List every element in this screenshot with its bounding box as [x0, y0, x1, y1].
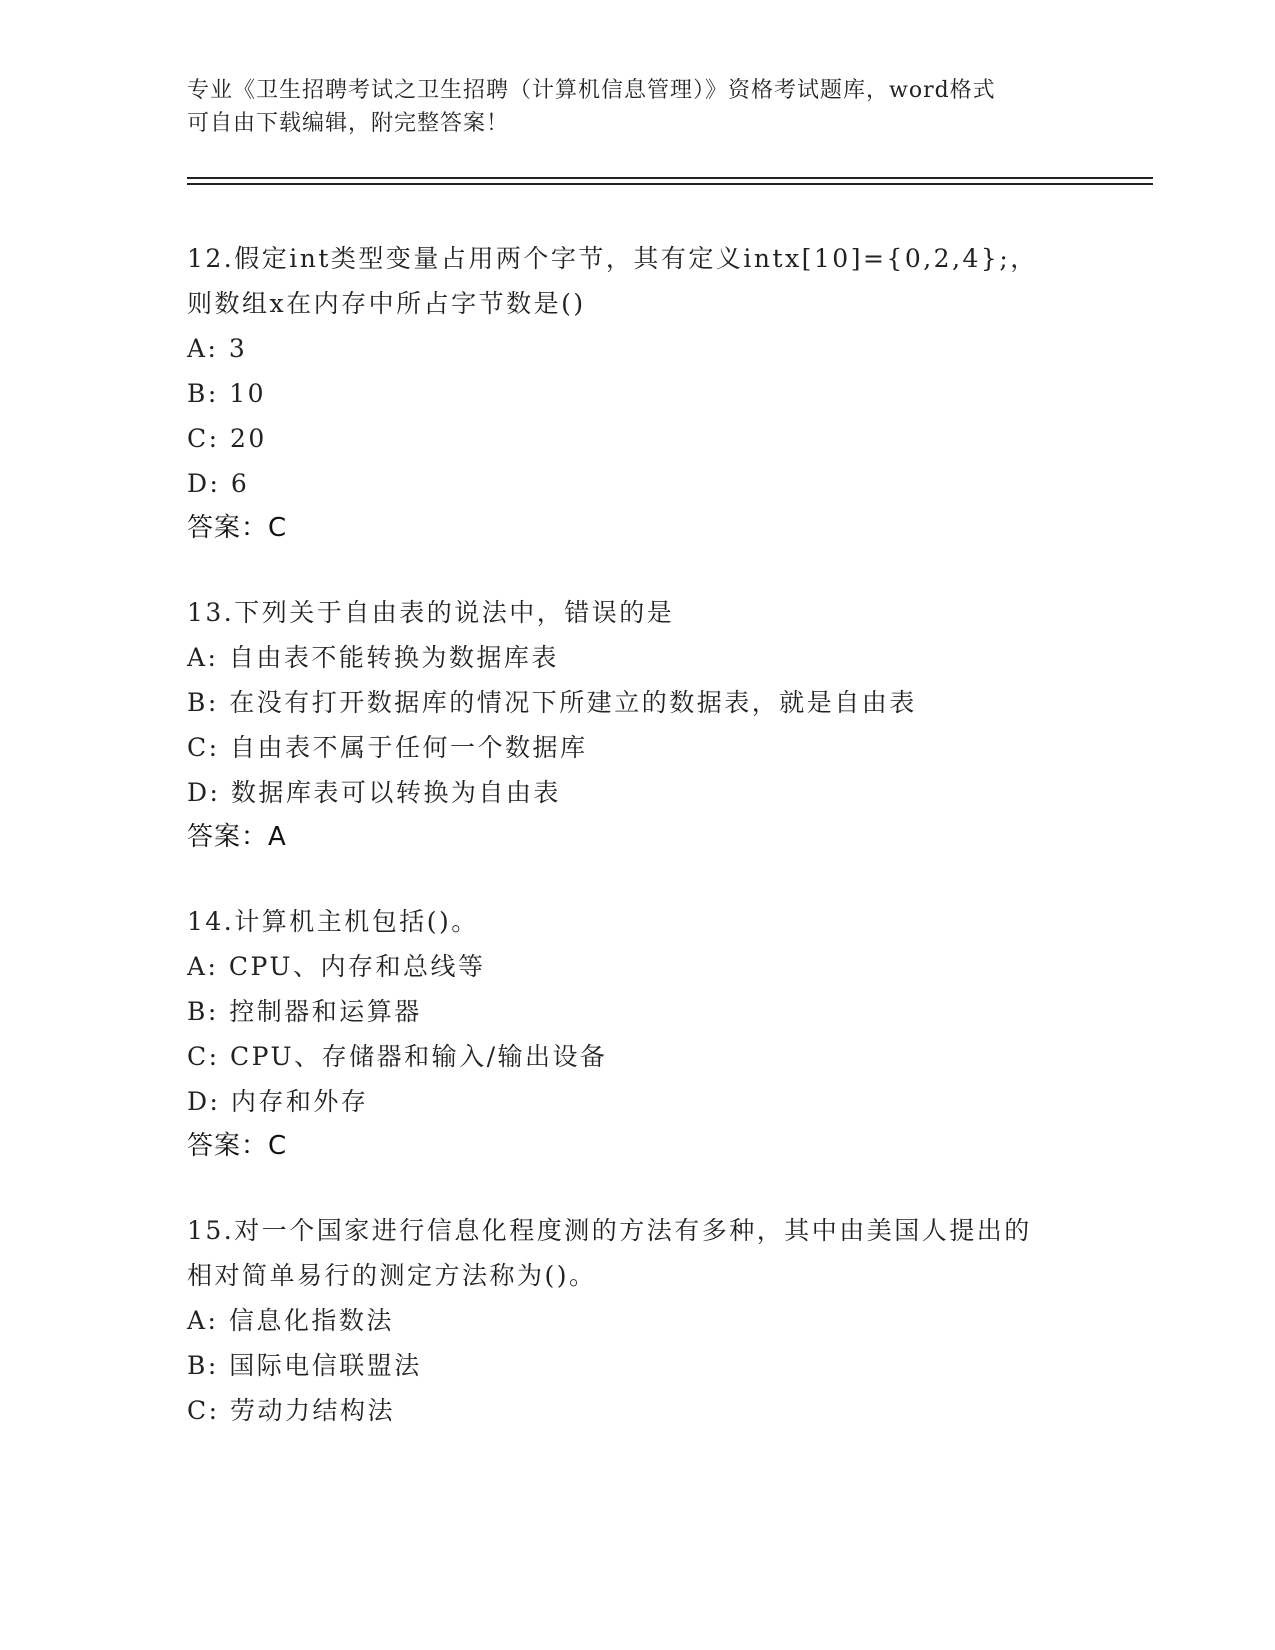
header-line-2: 可自由下载编辑，附完整答案！	[187, 111, 510, 136]
answer-line: 答案：A	[187, 822, 287, 852]
question-stem-line: 相对简单易行的测定方法称为()。	[187, 1261, 597, 1290]
option-c: C: 20	[187, 424, 267, 453]
question-stem-line: 13.下列关于自由表的说法中，错误的是	[187, 598, 675, 627]
question-14	[187, 899, 1087, 1169]
question-15	[187, 1208, 1087, 1433]
answer-line: 答案：C	[187, 513, 288, 543]
header-divider-top	[187, 177, 1153, 179]
option-d: D: 数据库表可以转换为自由表	[187, 778, 561, 807]
option-d: D: 内存和外存	[187, 1087, 369, 1116]
option-a: A: 3	[187, 334, 248, 363]
option-c: C: CPU、存储器和输入/输出设备	[187, 1042, 608, 1071]
question-12	[187, 236, 1087, 551]
question-stem-line: 14.计算机主机包括()。	[187, 907, 479, 936]
question-stem-line: 15.对一个国家进行信息化程度测的方法有多种，其中由美国人提出的	[187, 1216, 1032, 1245]
answer-line: 答案：C	[187, 1131, 288, 1161]
question-stem-line: 12.假定int类型变量占用两个字节，其有定义intx[10]={0,2,4};，	[187, 244, 1038, 273]
option-b: B: 在没有打开数据库的情况下所建立的数据表，就是自由表	[187, 688, 917, 717]
option-b: B: 控制器和运算器	[187, 997, 422, 1026]
header-divider-bottom	[187, 183, 1153, 185]
option-c: C: 劳动力结构法	[187, 1396, 395, 1425]
option-a: A: CPU、内存和总线等	[187, 952, 486, 981]
option-b: B: 10	[187, 379, 267, 408]
question-13	[187, 590, 1087, 860]
header-line-1: 专业《卫生招聘考试之卫生招聘（计算机信息管理）》资格考试题库，word格式	[187, 78, 996, 103]
document-header	[187, 74, 1087, 140]
option-c: C: 自由表不属于任何一个数据库	[187, 733, 588, 762]
option-a: A: 信息化指数法	[187, 1306, 394, 1335]
option-d: D: 6	[187, 469, 250, 498]
option-b: B: 国际电信联盟法	[187, 1351, 422, 1380]
question-stem-line: 则数组x在内存中所占字节数是()	[187, 289, 586, 318]
option-a: A: 自由表不能转换为数据库表	[187, 643, 559, 672]
question-list	[187, 236, 1087, 1472]
